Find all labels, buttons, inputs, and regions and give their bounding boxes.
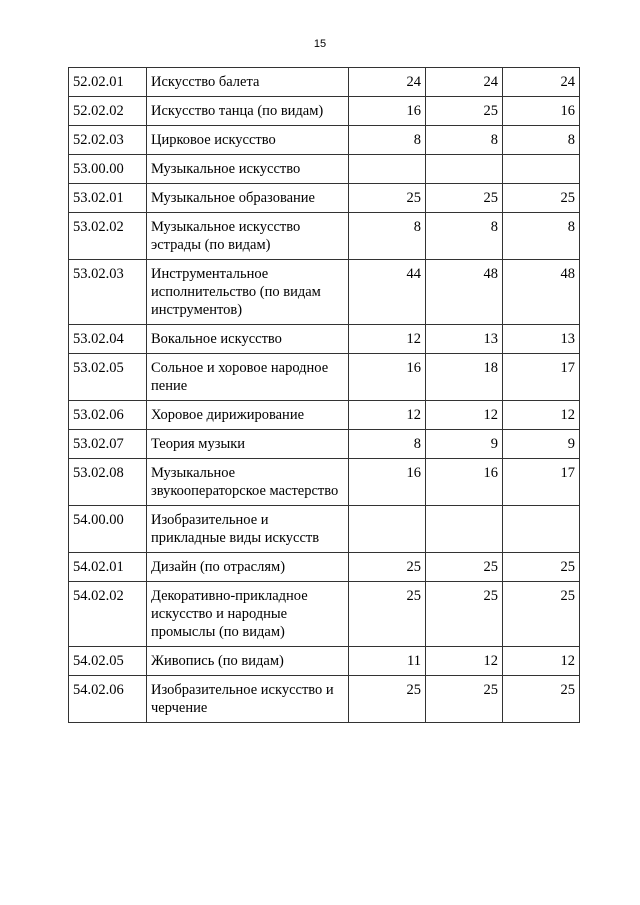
specialty-name-cell: Хоровое дирижирование bbox=[147, 401, 349, 430]
value-cell-2: 13 bbox=[426, 325, 503, 354]
specialty-code-cell: 54.00.00 bbox=[69, 506, 147, 553]
table-body bbox=[69, 68, 580, 723]
specialty-code-cell: 52.02.01 bbox=[69, 68, 147, 97]
table-row bbox=[69, 126, 580, 155]
table-row bbox=[69, 582, 580, 647]
table-row bbox=[69, 260, 580, 325]
specialty-name-cell: Цирковое искусство bbox=[147, 126, 349, 155]
specialty-name-cell: Изобразительное искусство и черчение bbox=[147, 676, 349, 723]
value-cell-1 bbox=[349, 155, 426, 184]
value-cell-2: 25 bbox=[426, 582, 503, 647]
specialty-code-cell: 53.02.02 bbox=[69, 213, 147, 260]
table-row bbox=[69, 184, 580, 213]
value-cell-1: 25 bbox=[349, 676, 426, 723]
table-row bbox=[69, 676, 580, 723]
specialty-name-cell: Сольное и хоровое народное пение bbox=[147, 354, 349, 401]
value-cell-1: 11 bbox=[349, 647, 426, 676]
value-cell-3: 17 bbox=[503, 459, 580, 506]
specialty-code-cell: 54.02.01 bbox=[69, 553, 147, 582]
value-cell-2: 9 bbox=[426, 430, 503, 459]
value-cell-3: 12 bbox=[503, 401, 580, 430]
specialty-name-cell: Искусство балета bbox=[147, 68, 349, 97]
specialty-code-cell: 54.02.06 bbox=[69, 676, 147, 723]
table-row bbox=[69, 325, 580, 354]
table-row bbox=[69, 68, 580, 97]
table-row bbox=[69, 213, 580, 260]
value-cell-3: 25 bbox=[503, 582, 580, 647]
specialty-code-cell: 52.02.03 bbox=[69, 126, 147, 155]
value-cell-2: 24 bbox=[426, 68, 503, 97]
value-cell-2: 48 bbox=[426, 260, 503, 325]
specialty-code-cell: 52.02.02 bbox=[69, 97, 147, 126]
value-cell-1: 8 bbox=[349, 126, 426, 155]
specialty-name-cell: Вокальное искусство bbox=[147, 325, 349, 354]
specialty-code-cell: 53.02.03 bbox=[69, 260, 147, 325]
value-cell-2: 18 bbox=[426, 354, 503, 401]
value-cell-1: 16 bbox=[349, 354, 426, 401]
value-cell-2: 8 bbox=[426, 213, 503, 260]
page-number: 15 bbox=[313, 38, 327, 50]
specialty-code-cell: 54.02.02 bbox=[69, 582, 147, 647]
specialty-table bbox=[68, 67, 580, 723]
specialty-name-cell: Музыкальное искусство bbox=[147, 155, 349, 184]
table-row bbox=[69, 354, 580, 401]
value-cell-2: 12 bbox=[426, 647, 503, 676]
specialty-name-cell: Музыкальное звукооператорское мастерство bbox=[147, 459, 349, 506]
value-cell-1: 12 bbox=[349, 325, 426, 354]
table-row bbox=[69, 506, 580, 553]
value-cell-1: 25 bbox=[349, 553, 426, 582]
value-cell-2: 12 bbox=[426, 401, 503, 430]
value-cell-3: 13 bbox=[503, 325, 580, 354]
specialty-code-cell: 53.02.08 bbox=[69, 459, 147, 506]
value-cell-1: 8 bbox=[349, 430, 426, 459]
specialty-name-cell: Музыкальное образование bbox=[147, 184, 349, 213]
table-row bbox=[69, 155, 580, 184]
value-cell-2: 25 bbox=[426, 676, 503, 723]
value-cell-2: 25 bbox=[426, 97, 503, 126]
value-cell-3: 25 bbox=[503, 553, 580, 582]
value-cell-1: 8 bbox=[349, 213, 426, 260]
value-cell-2: 25 bbox=[426, 553, 503, 582]
value-cell-3: 25 bbox=[503, 676, 580, 723]
value-cell-1: 12 bbox=[349, 401, 426, 430]
specialty-name-cell: Музыкальное искусство эстрады (по видам) bbox=[147, 213, 349, 260]
value-cell-1 bbox=[349, 506, 426, 553]
value-cell-3 bbox=[503, 506, 580, 553]
specialty-name-cell: Изобразительное и прикладные виды искусств bbox=[147, 506, 349, 553]
specialty-name-cell: Живопись (по видам) bbox=[147, 647, 349, 676]
value-cell-2: 16 bbox=[426, 459, 503, 506]
value-cell-1: 25 bbox=[349, 184, 426, 213]
specialty-code-cell: 53.02.01 bbox=[69, 184, 147, 213]
value-cell-2 bbox=[426, 155, 503, 184]
value-cell-2 bbox=[426, 506, 503, 553]
specialty-name-cell: Инструментальное исполнительство (по видам инструментов) bbox=[147, 260, 349, 325]
value-cell-3: 8 bbox=[503, 213, 580, 260]
table-row bbox=[69, 553, 580, 582]
table-row bbox=[69, 430, 580, 459]
value-cell-3: 12 bbox=[503, 647, 580, 676]
table-row bbox=[69, 97, 580, 126]
value-cell-1: 25 bbox=[349, 582, 426, 647]
specialty-code-cell: 53.02.06 bbox=[69, 401, 147, 430]
specialty-name-cell: Теория музыки bbox=[147, 430, 349, 459]
value-cell-2: 25 bbox=[426, 184, 503, 213]
value-cell-2: 8 bbox=[426, 126, 503, 155]
value-cell-1: 24 bbox=[349, 68, 426, 97]
specialty-code-cell: 53.02.04 bbox=[69, 325, 147, 354]
value-cell-1: 16 bbox=[349, 459, 426, 506]
specialty-code-cell: 53.00.00 bbox=[69, 155, 147, 184]
value-cell-3: 25 bbox=[503, 184, 580, 213]
specialty-name-cell: Дизайн (по отраслям) bbox=[147, 553, 349, 582]
value-cell-3: 17 bbox=[503, 354, 580, 401]
value-cell-3: 9 bbox=[503, 430, 580, 459]
specialty-code-cell: 53.02.05 bbox=[69, 354, 147, 401]
specialty-name-cell: Декоративно-прикладное искусство и народные промыслы (по видам) bbox=[147, 582, 349, 647]
value-cell-3: 8 bbox=[503, 126, 580, 155]
specialty-code-cell: 54.02.05 bbox=[69, 647, 147, 676]
value-cell-3 bbox=[503, 155, 580, 184]
value-cell-1: 16 bbox=[349, 97, 426, 126]
table-row bbox=[69, 647, 580, 676]
specialty-code-cell: 53.02.07 bbox=[69, 430, 147, 459]
value-cell-3: 24 bbox=[503, 68, 580, 97]
value-cell-1: 44 bbox=[349, 260, 426, 325]
value-cell-3: 16 bbox=[503, 97, 580, 126]
specialty-name-cell: Искусство танца (по видам) bbox=[147, 97, 349, 126]
table-row bbox=[69, 459, 580, 506]
table-row bbox=[69, 401, 580, 430]
value-cell-3: 48 bbox=[503, 260, 580, 325]
